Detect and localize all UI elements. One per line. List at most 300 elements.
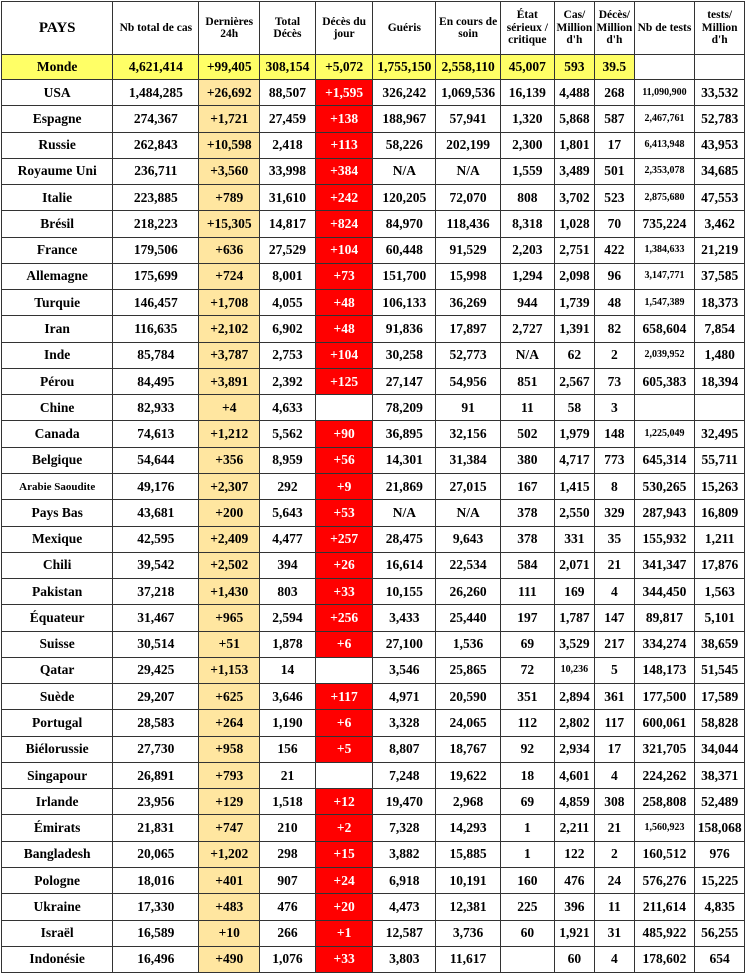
country-name: Suisse: [2, 631, 113, 657]
critical-cases: 380: [501, 447, 555, 473]
world-tests: [634, 55, 695, 80]
critical-cases: 1,320: [501, 106, 555, 132]
cases-per-million: 1,979: [554, 421, 594, 447]
new-deaths: +824: [315, 211, 373, 237]
table-row: [2, 237, 745, 263]
tests-per-million: 15,225: [695, 867, 745, 893]
critical-cases: 160: [501, 867, 555, 893]
total-deaths: 5,643: [260, 500, 316, 526]
table-row: [2, 185, 745, 211]
recovered: 16,614: [373, 552, 436, 578]
active-cases: 19,622: [436, 762, 501, 788]
total-deaths: 266: [260, 920, 316, 946]
critical-cases: 18: [501, 762, 555, 788]
new-deaths: +5: [315, 736, 373, 762]
tests: 287,943: [634, 500, 695, 526]
tests: 576,276: [634, 867, 695, 893]
new-deaths: +242: [315, 185, 373, 211]
recovered: 4,971: [373, 684, 436, 710]
new-deaths: +384: [315, 158, 373, 184]
header-tests-per-million[interactable]: tests/ Million d'h: [695, 2, 745, 55]
total-deaths: 21: [260, 762, 316, 788]
new-deaths: +256: [315, 605, 373, 631]
country-name: Singapour: [2, 762, 113, 788]
active-cases: 57,941: [436, 106, 501, 132]
recovered: 19,470: [373, 789, 436, 815]
tests: 211,614: [634, 894, 695, 920]
tests: 735,224: [634, 211, 695, 237]
country-name: Ukraine: [2, 894, 113, 920]
tests: 2,467,761: [634, 106, 695, 132]
new-deaths: [315, 657, 373, 683]
table-row: [2, 762, 745, 788]
tests-per-million: 15,263: [695, 473, 745, 499]
deaths-per-million: 8: [595, 473, 634, 499]
new-cases: +490: [199, 946, 260, 972]
new-deaths: +15: [315, 841, 373, 867]
cases-per-million: 5,868: [554, 106, 594, 132]
new-cases: +51: [199, 631, 260, 657]
table-row: [2, 579, 745, 605]
tests-per-million: 7,854: [695, 316, 745, 342]
total-deaths: 27,459: [260, 106, 316, 132]
cases-per-million: 331: [554, 526, 594, 552]
critical-cases: 8,318: [501, 211, 555, 237]
total-cases: 262,843: [113, 132, 199, 158]
header-last-24h[interactable]: Dernières 24h: [199, 2, 260, 55]
active-cases: 118,436: [436, 211, 501, 237]
tests: 1,384,633: [634, 237, 695, 263]
active-cases: 9,643: [436, 526, 501, 552]
recovered: 188,967: [373, 106, 436, 132]
country-name: Israël: [2, 920, 113, 946]
country-name: Royaume Uni: [2, 158, 113, 184]
deaths-per-million: 73: [595, 368, 634, 394]
tests-per-million: 1,563: [695, 579, 745, 605]
table-row: [2, 106, 745, 132]
cases-per-million: 10,236: [554, 657, 594, 683]
table-row: [2, 867, 745, 893]
new-deaths: +24: [315, 867, 373, 893]
recovered: 27,100: [373, 631, 436, 657]
header-total-cases[interactable]: Nb total de cas: [113, 2, 199, 55]
tests-per-million: 51,545: [695, 657, 745, 683]
active-cases: 26,260: [436, 579, 501, 605]
table-row: [2, 500, 745, 526]
country-name: Chili: [2, 552, 113, 578]
new-cases: +15,305: [199, 211, 260, 237]
cases-per-million: 2,751: [554, 237, 594, 263]
new-deaths: +104: [315, 237, 373, 263]
cases-per-million: 3,702: [554, 185, 594, 211]
header-active[interactable]: En cours de soin: [436, 2, 501, 55]
total-deaths: 292: [260, 473, 316, 499]
total-cases: 21,831: [113, 815, 199, 841]
active-cases: 27,015: [436, 473, 501, 499]
total-deaths: 1,190: [260, 710, 316, 736]
header-daily-deaths[interactable]: Décès du jour: [315, 2, 373, 55]
deaths-per-million: 21: [595, 815, 634, 841]
recovered: 28,475: [373, 526, 436, 552]
table-row: [2, 211, 745, 237]
country-name: Pérou: [2, 368, 113, 394]
new-cases: +2,409: [199, 526, 260, 552]
active-cases: 15,885: [436, 841, 501, 867]
country-name: Chine: [2, 395, 113, 421]
country-name: Pays Bas: [2, 500, 113, 526]
total-cases: 49,176: [113, 473, 199, 499]
new-deaths: +53: [315, 500, 373, 526]
recovered: 78,209: [373, 395, 436, 421]
new-cases: +1,721: [199, 106, 260, 132]
critical-cases: 808: [501, 185, 555, 211]
total-cases: 20,065: [113, 841, 199, 867]
new-cases: +200: [199, 500, 260, 526]
tests: 605,383: [634, 368, 695, 394]
new-cases: +724: [199, 263, 260, 289]
deaths-per-million: 2: [595, 342, 634, 368]
active-cases: 52,773: [436, 342, 501, 368]
new-cases: +958: [199, 736, 260, 762]
world-critical: 45,007: [501, 55, 555, 80]
critical-cases: 92: [501, 736, 555, 762]
deaths-per-million: 3: [595, 395, 634, 421]
tests-per-million: 976: [695, 841, 745, 867]
country-name: Mexique: [2, 526, 113, 552]
critical-cases: 351: [501, 684, 555, 710]
tests-per-million: 43,953: [695, 132, 745, 158]
new-deaths: [315, 395, 373, 421]
deaths-per-million: 268: [595, 80, 634, 106]
active-cases: 17,897: [436, 316, 501, 342]
country-name: Allemagne: [2, 263, 113, 289]
active-cases: 1,536: [436, 631, 501, 657]
critical-cases: 16,139: [501, 80, 555, 106]
active-cases: 10,191: [436, 867, 501, 893]
tests-per-million: [695, 395, 745, 421]
tests-per-million: 56,255: [695, 920, 745, 946]
total-deaths: 2,392: [260, 368, 316, 394]
deaths-per-million: 148: [595, 421, 634, 447]
tests-per-million: 1,480: [695, 342, 745, 368]
new-deaths: +56: [315, 447, 373, 473]
table-row: [2, 473, 745, 499]
critical-cases: 167: [501, 473, 555, 499]
tests: 645,314: [634, 447, 695, 473]
cases-per-million: 60: [554, 946, 594, 972]
table-row: [2, 920, 745, 946]
cases-per-million: 396: [554, 894, 594, 920]
total-deaths: 3,646: [260, 684, 316, 710]
total-cases: 74,613: [113, 421, 199, 447]
critical-cases: 225: [501, 894, 555, 920]
deaths-per-million: 4: [595, 579, 634, 605]
country-name: Équateur: [2, 605, 113, 631]
critical-cases: 502: [501, 421, 555, 447]
new-cases: +483: [199, 894, 260, 920]
new-deaths: +257: [315, 526, 373, 552]
table-row: [2, 684, 745, 710]
tests: 2,039,952: [634, 342, 695, 368]
total-cases: 39,542: [113, 552, 199, 578]
tests-per-million: 17,876: [695, 552, 745, 578]
cases-per-million: 62: [554, 342, 594, 368]
recovered: 326,242: [373, 80, 436, 106]
header-cases-per-million[interactable]: Cas/ Million d'h: [554, 2, 594, 55]
new-cases: +1,153: [199, 657, 260, 683]
new-cases: +4: [199, 395, 260, 421]
country-name: Italie: [2, 185, 113, 211]
world-name: Monde: [2, 55, 113, 80]
total-deaths: 14: [260, 657, 316, 683]
active-cases: 91: [436, 395, 501, 421]
new-deaths: +6: [315, 631, 373, 657]
deaths-per-million: 70: [595, 211, 634, 237]
active-cases: 202,199: [436, 132, 501, 158]
new-deaths: +48: [315, 290, 373, 316]
total-cases: 179,506: [113, 237, 199, 263]
new-deaths: +20: [315, 894, 373, 920]
critical-cases: 1: [501, 815, 555, 841]
active-cases: 32,156: [436, 421, 501, 447]
total-cases: 116,635: [113, 316, 199, 342]
tests: [634, 395, 695, 421]
total-deaths: 476: [260, 894, 316, 920]
total-cases: 1,484,285: [113, 80, 199, 106]
tests: 89,817: [634, 605, 695, 631]
deaths-per-million: 523: [595, 185, 634, 211]
tests: 485,922: [634, 920, 695, 946]
header-row: [2, 2, 745, 55]
critical-cases: 944: [501, 290, 555, 316]
deaths-per-million: 82: [595, 316, 634, 342]
table-row: [2, 342, 745, 368]
total-deaths: 2,594: [260, 605, 316, 631]
total-deaths: 88,507: [260, 80, 316, 106]
new-cases: +1,202: [199, 841, 260, 867]
active-cases: 1,069,536: [436, 80, 501, 106]
critical-cases: 112: [501, 710, 555, 736]
new-cases: +356: [199, 447, 260, 473]
active-cases: N/A: [436, 500, 501, 526]
tests: 155,932: [634, 526, 695, 552]
deaths-per-million: 117: [595, 710, 634, 736]
new-deaths: +12: [315, 789, 373, 815]
table-row: [2, 815, 745, 841]
recovered: N/A: [373, 158, 436, 184]
total-deaths: 803: [260, 579, 316, 605]
total-cases: 175,699: [113, 263, 199, 289]
total-cases: 28,583: [113, 710, 199, 736]
tests-per-million: 1,211: [695, 526, 745, 552]
active-cases: 36,269: [436, 290, 501, 316]
table-row: [2, 657, 745, 683]
total-cases: 29,207: [113, 684, 199, 710]
critical-cases: [501, 946, 555, 972]
deaths-per-million: 147: [595, 605, 634, 631]
country-name: France: [2, 237, 113, 263]
tests: 530,265: [634, 473, 695, 499]
cases-per-million: 1,415: [554, 473, 594, 499]
tests-per-million: 17,589: [695, 684, 745, 710]
country-name: Brésil: [2, 211, 113, 237]
tests: 224,262: [634, 762, 695, 788]
deaths-per-million: 4: [595, 762, 634, 788]
total-cases: 17,330: [113, 894, 199, 920]
tests: 1,547,389: [634, 290, 695, 316]
new-deaths: +90: [315, 421, 373, 447]
cases-per-million: 2,211: [554, 815, 594, 841]
cases-per-million: 122: [554, 841, 594, 867]
tests-per-million: 52,489: [695, 789, 745, 815]
table-row: [2, 132, 745, 158]
active-cases: 3,736: [436, 920, 501, 946]
table-row: [2, 80, 745, 106]
recovered: 60,448: [373, 237, 436, 263]
deaths-per-million: 17: [595, 132, 634, 158]
new-deaths: +48: [315, 316, 373, 342]
tests-per-million: 52,783: [695, 106, 745, 132]
cases-per-million: 4,488: [554, 80, 594, 106]
new-deaths: +125: [315, 368, 373, 394]
table-row: [2, 447, 745, 473]
new-deaths: +117: [315, 684, 373, 710]
new-deaths: +9: [315, 473, 373, 499]
cases-per-million: 2,071: [554, 552, 594, 578]
new-cases: +10: [199, 920, 260, 946]
total-deaths: 4,633: [260, 395, 316, 421]
tests: 2,353,078: [634, 158, 695, 184]
recovered: 84,970: [373, 211, 436, 237]
deaths-per-million: 21: [595, 552, 634, 578]
new-cases: +636: [199, 237, 260, 263]
recovered: 12,587: [373, 920, 436, 946]
cases-per-million: 3,489: [554, 158, 594, 184]
tests: 1,225,049: [634, 421, 695, 447]
table-row: [2, 605, 745, 631]
tests-per-million: 47,553: [695, 185, 745, 211]
table-row: [2, 631, 745, 657]
recovered: 120,205: [373, 185, 436, 211]
recovered: 151,700: [373, 263, 436, 289]
cases-per-million: 1,739: [554, 290, 594, 316]
recovered: 30,258: [373, 342, 436, 368]
country-name: Russie: [2, 132, 113, 158]
table-row: [2, 894, 745, 920]
tests-per-million: 3,462: [695, 211, 745, 237]
recovered: 21,869: [373, 473, 436, 499]
recovered: 7,328: [373, 815, 436, 841]
recovered: 14,301: [373, 447, 436, 473]
new-deaths: +73: [315, 263, 373, 289]
total-cases: 31,467: [113, 605, 199, 631]
deaths-per-million: 2: [595, 841, 634, 867]
header-critical[interactable]: État sérieux / critique: [501, 2, 555, 55]
new-deaths: +6: [315, 710, 373, 736]
recovered: 3,803: [373, 946, 436, 972]
new-cases: +2,102: [199, 316, 260, 342]
new-cases: +1,430: [199, 579, 260, 605]
active-cases: 25,865: [436, 657, 501, 683]
table-row: [2, 841, 745, 867]
total-deaths: 1,076: [260, 946, 316, 972]
total-deaths: 33,998: [260, 158, 316, 184]
country-name: Belgique: [2, 447, 113, 473]
total-cases: 43,681: [113, 500, 199, 526]
tests-per-million: 34,044: [695, 736, 745, 762]
tests-per-million: 37,585: [695, 263, 745, 289]
tests: 341,347: [634, 552, 695, 578]
new-deaths: +104: [315, 342, 373, 368]
tests: 344,450: [634, 579, 695, 605]
new-cases: +793: [199, 762, 260, 788]
new-deaths: +1,595: [315, 80, 373, 106]
recovered: 3,882: [373, 841, 436, 867]
total-cases: 218,223: [113, 211, 199, 237]
cases-per-million: 4,717: [554, 447, 594, 473]
country-name: Irlande: [2, 789, 113, 815]
header-deaths-per-million[interactable]: Décès/ Million d'h: [595, 2, 634, 55]
table-row: [2, 368, 745, 394]
total-deaths: 4,055: [260, 290, 316, 316]
deaths-per-million: 217: [595, 631, 634, 657]
total-deaths: 2,753: [260, 342, 316, 368]
deaths-per-million: 5: [595, 657, 634, 683]
new-deaths: +113: [315, 132, 373, 158]
world-new-cases: +99,405: [199, 55, 260, 80]
deaths-per-million: 501: [595, 158, 634, 184]
country-name: USA: [2, 80, 113, 106]
header-tests[interactable]: Nb de tests: [634, 2, 695, 55]
deaths-per-million: 587: [595, 106, 634, 132]
active-cases: 24,065: [436, 710, 501, 736]
deaths-per-million: 35: [595, 526, 634, 552]
tests-per-million: 55,711: [695, 447, 745, 473]
header-total-deaths[interactable]: Total Décès: [260, 2, 316, 55]
active-cases: 12,381: [436, 894, 501, 920]
deaths-per-million: 31: [595, 920, 634, 946]
critical-cases: 2,727: [501, 316, 555, 342]
new-cases: +264: [199, 710, 260, 736]
tests: 148,173: [634, 657, 695, 683]
critical-cases: 378: [501, 526, 555, 552]
new-deaths: +1: [315, 920, 373, 946]
total-cases: 84,495: [113, 368, 199, 394]
tests: 1,560,923: [634, 815, 695, 841]
total-deaths: 14,817: [260, 211, 316, 237]
new-deaths: +138: [315, 106, 373, 132]
new-deaths: +33: [315, 946, 373, 972]
total-deaths: 31,610: [260, 185, 316, 211]
header-pays[interactable]: PAYS: [2, 2, 113, 55]
critical-cases: 60: [501, 920, 555, 946]
header-recovered[interactable]: Guéris: [373, 2, 436, 55]
cases-per-million: 2,098: [554, 263, 594, 289]
cases-per-million: 4,859: [554, 789, 594, 815]
critical-cases: 378: [501, 500, 555, 526]
tests-per-million: 33,532: [695, 80, 745, 106]
total-cases: 30,514: [113, 631, 199, 657]
new-cases: +26,692: [199, 80, 260, 106]
cases-per-million: 2,550: [554, 500, 594, 526]
country-name: Espagne: [2, 106, 113, 132]
recovered: 3,546: [373, 657, 436, 683]
active-cases: 14,293: [436, 815, 501, 841]
deaths-per-million: 96: [595, 263, 634, 289]
total-cases: 54,644: [113, 447, 199, 473]
new-cases: +789: [199, 185, 260, 211]
cases-per-million: 1,391: [554, 316, 594, 342]
